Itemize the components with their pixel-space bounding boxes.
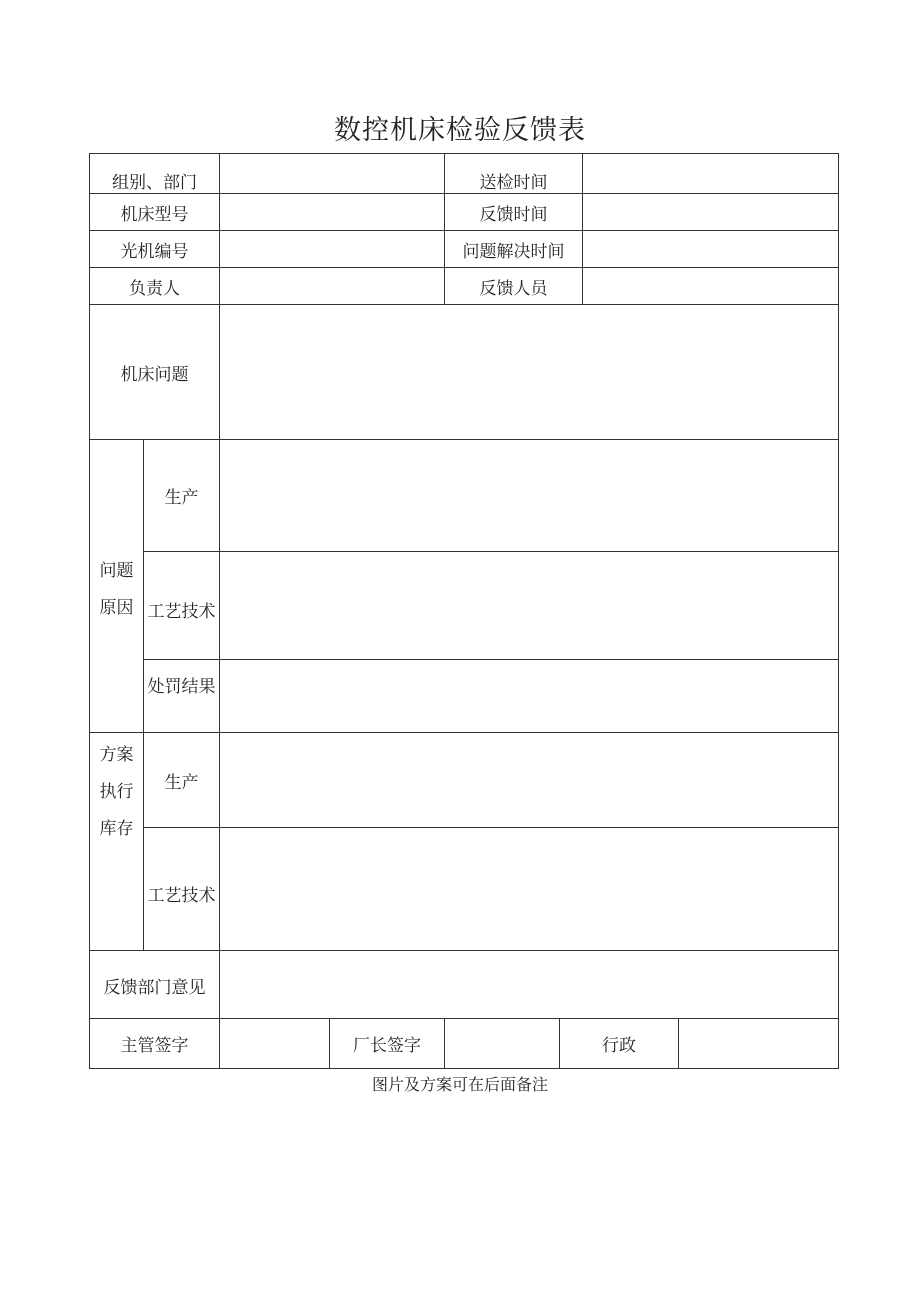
optic-no-label: 光机编号 [120, 241, 189, 262]
optic-no-field[interactable] [220, 231, 444, 267]
plan-production-field[interactable] [220, 733, 838, 827]
opinion-label: 反馈部门意见 [103, 978, 206, 998]
feedback-person-label: 反馈人员 [479, 278, 548, 299]
send-time-label: 送检时间 [479, 172, 548, 193]
problem-label: 机床问题 [120, 364, 189, 385]
cause-tech-field[interactable] [220, 552, 838, 659]
problem-field[interactable] [220, 305, 838, 439]
supervisor-sign-field[interactable] [220, 1019, 329, 1068]
model-field[interactable] [220, 194, 444, 230]
feedback-time-field[interactable] [583, 194, 838, 230]
cause-group-line2: 原因 [99, 598, 134, 618]
cause-penalty-label: 处罚结果 [147, 676, 216, 697]
plan-tech-label: 工艺技术 [147, 885, 216, 906]
plan-group-line1: 方案 [99, 745, 134, 765]
form-title: 数控机床检验反馈表 [334, 115, 586, 146]
feedback-time-label: 反馈时间 [479, 204, 548, 225]
plan-tech-field[interactable] [220, 828, 838, 950]
director-sign-field[interactable] [445, 1019, 559, 1068]
send-time-field[interactable] [583, 154, 838, 193]
owner-field[interactable] [220, 268, 444, 304]
plan-group-line2: 执行 [99, 782, 134, 802]
grid-line [838, 153, 839, 1069]
opinion-field[interactable] [220, 951, 838, 1018]
model-label: 机床型号 [120, 204, 189, 225]
plan-group-label [90, 737, 143, 848]
supervisor-sign-label: 主管签字 [120, 1036, 189, 1056]
resolve-time-field[interactable] [583, 231, 838, 267]
cause-tech-label: 工艺技术 [147, 602, 216, 622]
cause-group-line1: 问题 [99, 561, 134, 581]
footer-note: 图片及方案可在后面备注 [371, 1075, 548, 1094]
plan-group-line3: 库存 [99, 819, 134, 839]
cause-group-label [90, 553, 143, 627]
owner-label: 负责人 [129, 278, 180, 299]
cause-production-field[interactable] [220, 440, 838, 551]
dept-label: 组别、部门 [112, 172, 197, 193]
admin-sign-field[interactable] [679, 1019, 838, 1068]
feedback-person-field[interactable] [583, 268, 838, 304]
plan-production-label: 生产 [164, 772, 199, 793]
director-sign-label: 厂长签字 [353, 1036, 421, 1056]
dept-field[interactable] [220, 154, 444, 193]
grid-line [89, 1068, 839, 1069]
cause-penalty-field[interactable] [220, 660, 838, 732]
resolve-time-label: 问题解决时间 [462, 241, 565, 262]
cause-production-label: 生产 [164, 488, 199, 508]
admin-sign-label: 行政 [602, 1036, 636, 1056]
